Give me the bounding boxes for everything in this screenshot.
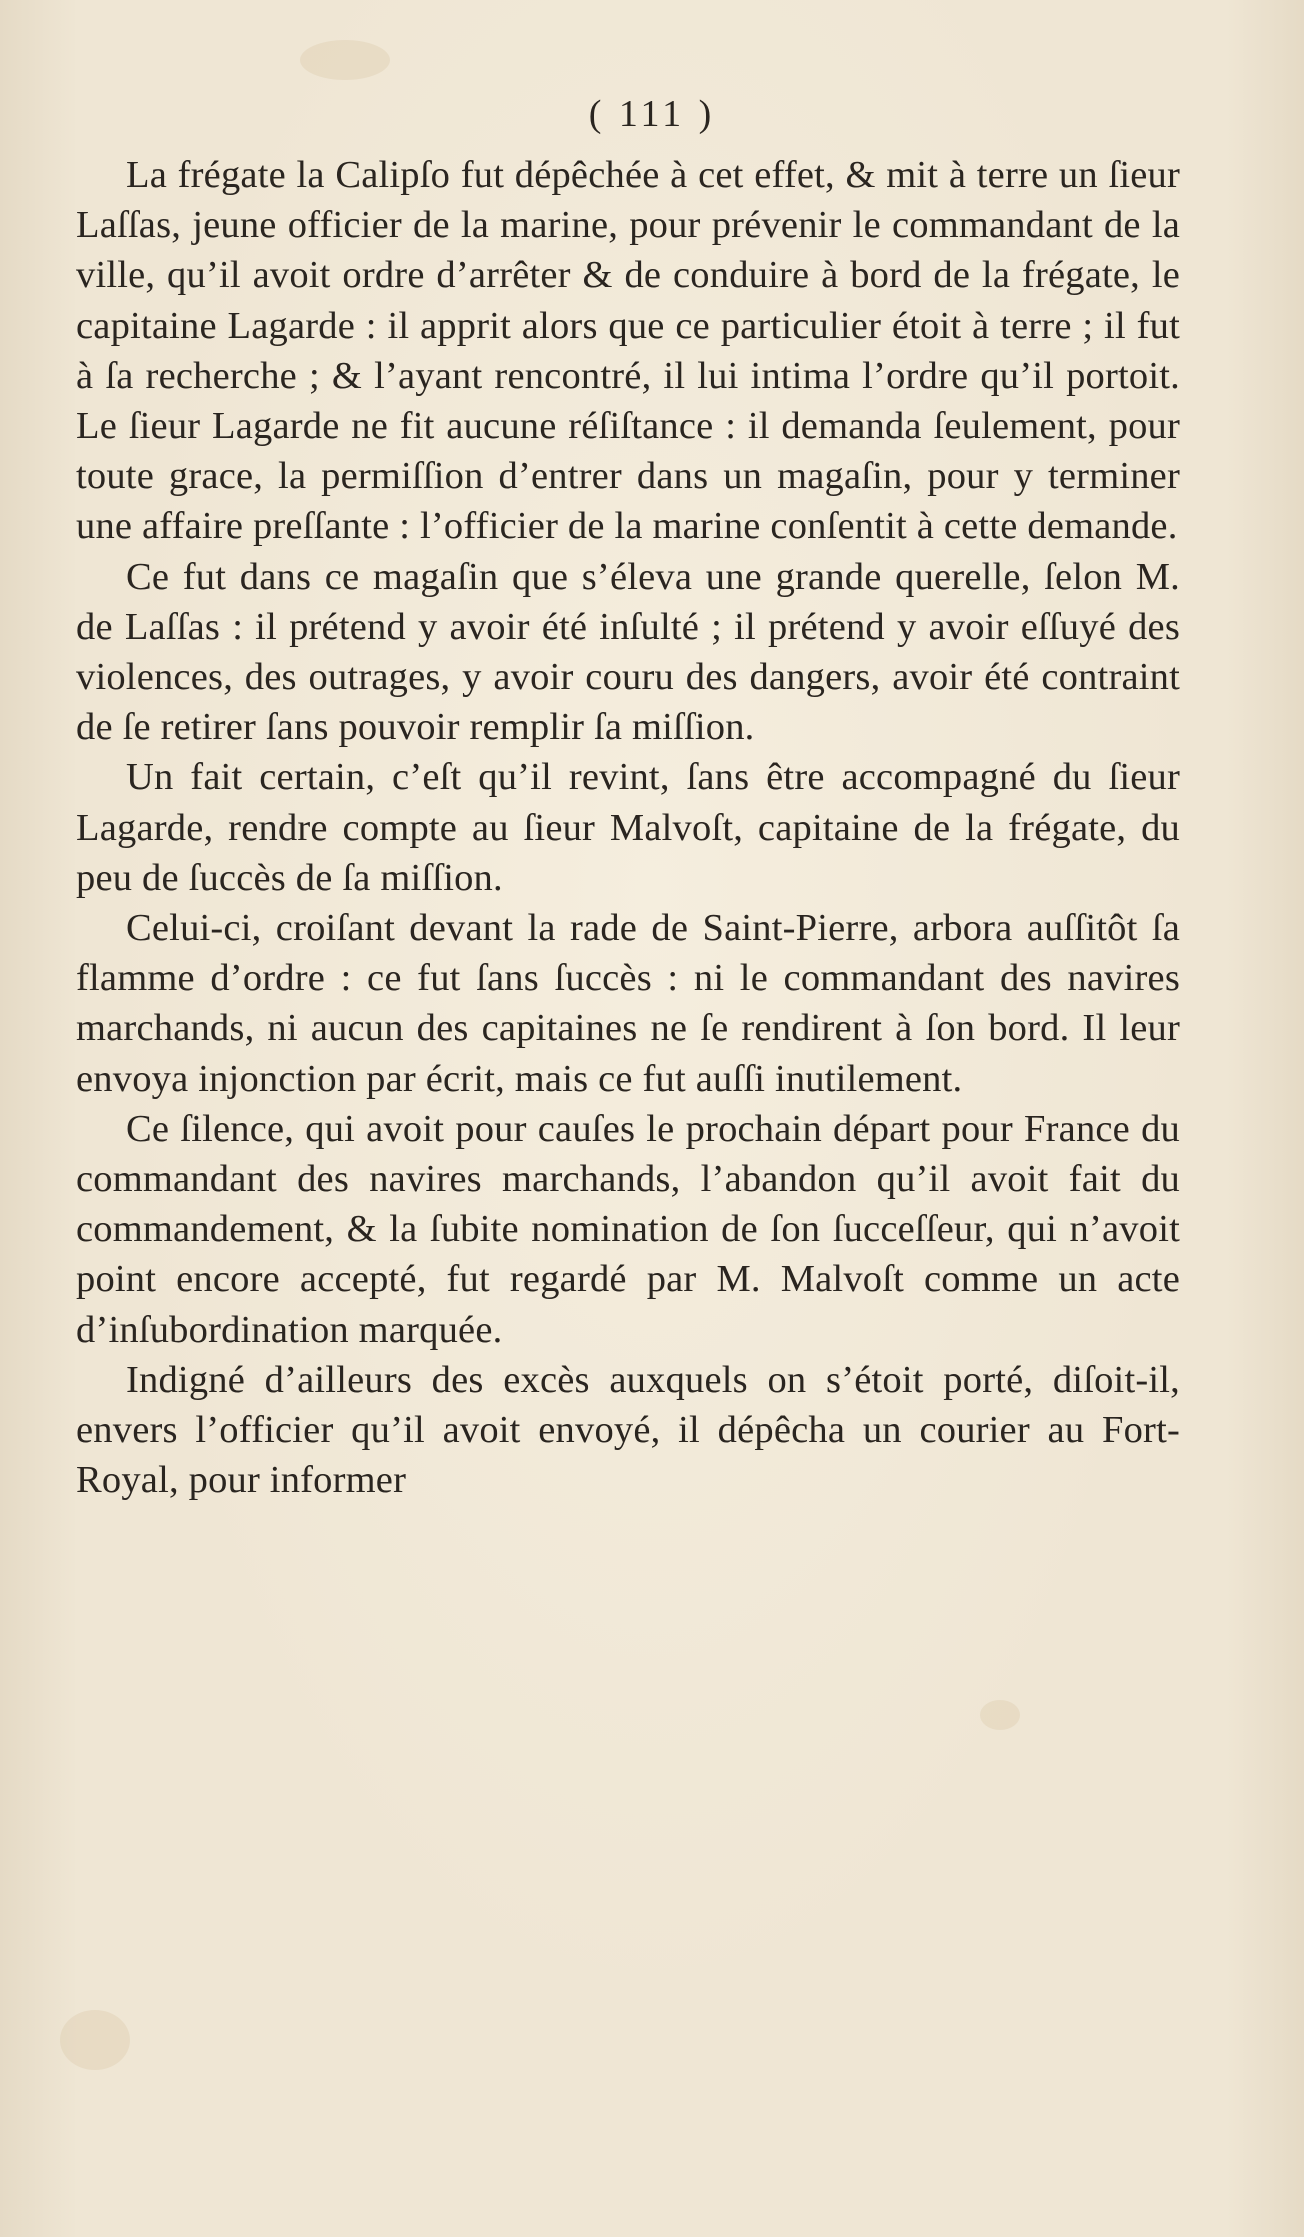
paper-stain — [980, 1700, 1020, 1730]
paragraph: Un fait certain, c’eſt qu’il revint, ſans être accompagné du ſieur Lagarde, rendre compte au ſieur Malvoſt, capitaine de la frégate, du peu de ſuccès de ſa miſſion. — [76, 756, 1180, 899]
page-number: ( 111 ) — [588, 93, 716, 135]
paragraph: La frégate la Calipſo fut dépêchée à cet effet, & mit à terre un ſieur Laſſas, jeune officier de la marine, pour prévenir le commandant de la ville, qu’il avoit ordre d’arrêter & de conduire à bord de la frégate, le capitaine Lagarde : il apprit alors que ce particulier étoit à terre ; il fut à ſa recherche ; & l’ayant rencontré, il lui intima l’ordre qu’il portoit. Le ſieur Lagarde ne fit aucune réſiſtance : il demanda ſeulement, pour toute grace, la permiſſion d’entrer dans un magaſin, pour y terminer une affaire preſſante : l’officier de la marine conſentit à cette demande. — [76, 154, 1180, 548]
paper-stain — [300, 40, 390, 80]
paragraph: Ce fut dans ce magaſin que s’éleva une grande querelle, ſelon M. de Laſſas : il prétend y avoir été inſulté ; il prétend y avoir eſſuyé des violences, des outrages, y avoir couru des dangers, avoir été contraint de ſe retirer ſans pouvoir remplir ſa miſſion. — [76, 555, 1180, 749]
paragraph: Indigné d’ailleurs des excès auxquels on s’étoit porté, diſoit-il, envers l’officier qu’il avoit envoyé, il dépêcha un courier au Fort-Royal, pour informer — [76, 1358, 1180, 1502]
body-text — [76, 150, 1180, 1505]
paragraph: Ce ſilence, qui avoit pour cauſes le prochain départ pour France du commandant des navires marchands, l’abandon qu’il avoit fait du commandement, & la ſubite nomination de ſon ſucceſſeur, qui n’avoit point encore accepté, fut regardé par M. Malvoſt comme un acte d’inſubordination marquée. — [76, 1107, 1180, 1351]
paragraph: Celui-ci, croiſant devant la rade de Saint-Pierre, arbora auſſitôt ſa flamme d’ordre : ce fut ſans ſuccès : ni le commandant des navires marchands, ni aucun des capitaines ne ſe rendirent à ſon bord. Il leur envoya injonction par écrit, mais ce fut auſſi inutilement. — [76, 907, 1180, 1100]
paper-stain — [60, 2010, 130, 2070]
